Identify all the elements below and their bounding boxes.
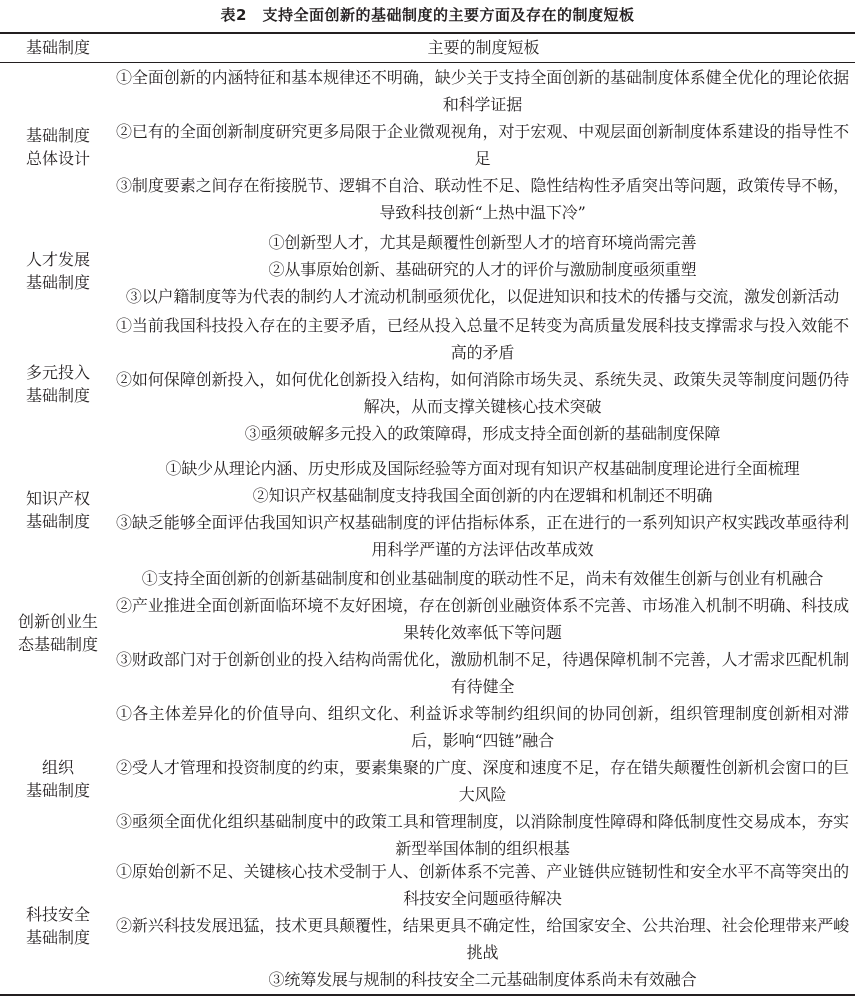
shortcoming-item: ①原始创新不足、关键核心技术受制于人、创新体系不完善、产业链供应链韧性和安全水平不高等突出的科技安全问题亟待解决 xyxy=(116,862,849,908)
row-items xyxy=(116,858,849,994)
row-items xyxy=(116,565,849,700)
category-label: 组织 基础制度 xyxy=(25,758,90,800)
shortcoming-item: ③制度要素之间存在衔接脱节、逻辑不自洽、联动性不足、隐性结构性矛盾突出等问题，政策传导不畅，导致科技创新“上热中温下冷” xyxy=(116,176,849,222)
row-items xyxy=(116,455,849,565)
shortcoming-item: ②产业推进全面创新面临环境不友好困境，存在创新创业融资体系不完善、市场准入机制不明确、科技成果转化效率低下等问题 xyxy=(116,596,849,642)
header-shortcomings: 主要的制度短板 xyxy=(427,38,540,57)
shortcoming-item: ②已有的全面创新制度研究更多局限于企业微观视角，对于宏观、中观层面创新制度体系建设的指导性不足 xyxy=(116,122,849,168)
category-label: 多元投入 基础制度 xyxy=(25,362,90,405)
shortcoming-item: ①支持全面创新的创新基础制度和创业基础制度的联动性不足，尚未有效催生创新与创业有机融合 xyxy=(141,569,824,588)
shortcoming-item: ②如何保障创新投入，如何优化创新投入结构，如何消除市场失灵、系统失灵、政策失灵等制度问题仍待解决，从而支撑关键核心技术突破 xyxy=(116,370,849,416)
row-category xyxy=(0,565,116,700)
top-rule xyxy=(0,32,855,34)
row-items xyxy=(116,700,849,858)
header-basic-system: 基础制度 xyxy=(25,38,90,57)
shortcoming-item: ①当前我国科技投入存在的主要矛盾，已经从投入总量不足转变为高质量发展科技支撑需求与投入效能不高的矛盾 xyxy=(116,316,849,362)
shortcoming-item: ②受人才管理和投资制度的约束，要素集聚的广度、深度和速度不足，存在错失颠覆性创新机会窗口的巨大风险 xyxy=(116,758,849,804)
bottom-rule xyxy=(0,994,855,996)
shortcoming-item: ②新兴科技发展迅猛，技术更具颠覆性，结果更具不确定性，给国家安全、公共治理、社会伦理带来严峻挑战 xyxy=(116,916,849,962)
row-items xyxy=(116,312,849,455)
row-category xyxy=(0,229,116,312)
shortcoming-item: ①缺少从理论内涵、历史形成及国际经验等方面对现有知识产权基础制度理论进行全面梳理 xyxy=(165,459,800,478)
row-category xyxy=(0,455,116,565)
row-category xyxy=(0,312,116,455)
row-category xyxy=(0,858,116,994)
category-label: 基础制度 总体设计 xyxy=(25,125,90,168)
category-label: 人才发展 基础制度 xyxy=(25,249,90,292)
shortcoming-item: ①创新型人才，尤其是颠覆性创新型人才的培育环境尚需完善 xyxy=(268,233,697,252)
category-label: 科技安全 基础制度 xyxy=(25,905,90,947)
shortcoming-item: ③亟须全面优化组织基础制度中的政策工具和管理制度，以消除制度性障碍和降低制度性交易成本，夯实新型举国体制的组织根基 xyxy=(116,812,849,858)
header-rule xyxy=(0,62,855,63)
category-label: 创新创业生 态基础制度 xyxy=(17,611,98,654)
row-category xyxy=(0,64,116,229)
shortcoming-item: ③财政部门对于创新创业的投入结构尚需优化，激励机制不足，待遇保障机制不完善，人才需求匹配机制有待健全 xyxy=(116,650,849,696)
shortcoming-item: ②知识产权基础制度支持我国全面创新的内在逻辑和机制还不明确 xyxy=(252,486,713,505)
row-category xyxy=(0,700,116,858)
shortcoming-item: ③缺乏能够全面评估我国知识产权基础制度的评估指标体系，正在进行的一系列知识产权实践改革亟待利用科学严谨的方法评估改革成效 xyxy=(116,513,849,559)
shortcoming-item: ③亟须破解多元投入的政策障碍，形成支持全面创新的基础制度保障 xyxy=(244,424,721,443)
category-label: 知识产权 基础制度 xyxy=(25,489,90,531)
shortcoming-item: ①各主体差异化的价值导向、组织文化、利益诉求等制约组织间的协同创新，组织管理制度创新相对滞后，影响“四链”融合 xyxy=(116,704,849,750)
shortcoming-item: ③统筹发展与规制的科技安全二元基础制度体系尚未有效融合 xyxy=(268,970,697,989)
row-items xyxy=(116,64,849,229)
shortcoming-item: ①全面创新的内涵特征和基本规律还不明确，缺少关于支持全面创新的基础制度体系健全优化的理论依据和科学证据 xyxy=(116,68,849,114)
shortcoming-item: ③以户籍制度等为代表的制约人才流动机制亟须优化，以促进知识和技术的传播与交流，激发创新活动 xyxy=(125,287,840,306)
row-items xyxy=(116,229,849,312)
shortcoming-item: ②从事原始创新、基础研究的人才的评价与激励制度亟须重塑 xyxy=(268,260,697,279)
table-title: 表2 支持全面创新的基础制度的主要方面及存在的制度短板 xyxy=(220,6,635,24)
